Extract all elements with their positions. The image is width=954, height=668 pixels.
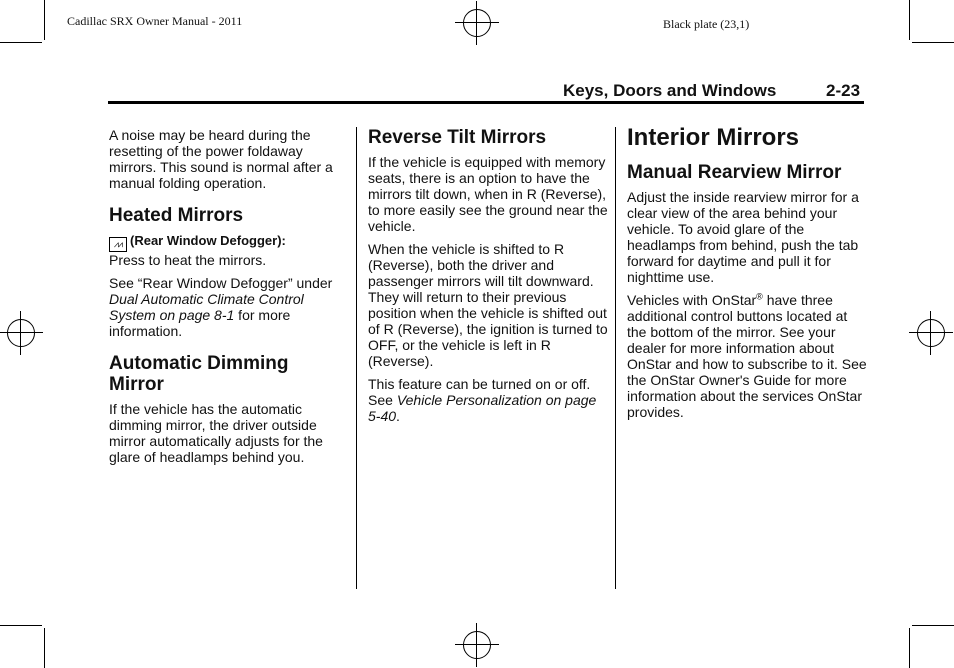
defogger-text: Press to heat the mirrors. <box>109 252 267 268</box>
automatic-dimming-heading: Automatic Dimming Mirror <box>109 353 289 395</box>
page-number: 2-23 <box>826 81 861 100</box>
column-divider <box>615 127 616 589</box>
crop-mark <box>912 42 954 43</box>
reverse-tilt-paragraph-3 <box>368 376 608 424</box>
automatic-dimming-paragraph: If the vehicle has the automatic dimming mirror, the driver outside mirror automatically adjusts for the glare of headlamps behind you. <box>109 401 323 465</box>
manual-title: Cadillac SRX Owner Manual - 2011 <box>67 14 243 28</box>
crop-mark <box>909 0 910 40</box>
manual-rearview-paragraph-1: Adjust the inside rearview mirror for a clear view of the area behind your vehicle. To avoid glare of the headlamps from behind, push the tab forward for daytime and pull it for nighttime use. <box>627 189 859 285</box>
p3-prefix: This feature can be turned on or off. See <box>368 376 591 408</box>
p3-suffix: . <box>396 408 400 424</box>
column-divider <box>356 127 357 589</box>
vehicle-personalization-link[interactable]: Vehicle Personalization on page 5-40 <box>368 392 597 424</box>
registration-mark <box>917 319 945 347</box>
header-rule <box>108 101 864 104</box>
rear-defogger-icon: ⩘⩘ <box>109 237 127 252</box>
column-2 <box>368 127 608 431</box>
see-paragraph <box>109 275 349 339</box>
heated-mirrors-heading: Heated Mirrors <box>109 205 244 226</box>
section-title: Keys, Doors and Windows <box>563 81 777 100</box>
climate-control-link[interactable]: Dual Automatic Climate Control System on page 8-1 <box>109 291 304 323</box>
manual-rearview-paragraph-2 <box>627 292 867 420</box>
crop-mark <box>0 42 42 43</box>
crop-mark <box>0 625 42 626</box>
defogger-label: (Rear Window Defogger): <box>130 233 286 248</box>
registration-mark <box>463 9 491 37</box>
reverse-tilt-heading: Reverse Tilt Mirrors <box>368 127 547 148</box>
reverse-tilt-paragraph-1: If the vehicle is equipped with memory seats, there is an option to have the mirrors tilt down, when in R (Reverse), to more easily see the ground near the vehicle. <box>368 154 608 234</box>
registered-mark: ® <box>756 291 763 302</box>
p2-suffix: have three additional control buttons located at the bottom of the mirror. See your dealer for more information about OnStar and how to subscribe to it. See the OnStar Owner's Guide for more information about the services OnStar provides. <box>627 292 867 420</box>
crop-mark <box>909 628 910 668</box>
plate-label: Black plate (23,1) <box>663 17 750 31</box>
p2-prefix: Vehicles with OnStar <box>627 292 757 308</box>
column-1 <box>109 127 349 472</box>
registration-mark <box>463 631 491 659</box>
manual-rearview-heading: Manual Rearview Mirror <box>627 162 842 183</box>
crop-mark <box>44 628 45 668</box>
registration-mark <box>7 319 35 347</box>
interior-mirrors-heading: Interior Mirrors <box>627 124 800 151</box>
intro-paragraph: A noise may be heard during the resetting of the power foldaway mirrors. This sound is normal after a manual folding operation. <box>109 127 333 191</box>
column-3 <box>627 124 867 427</box>
see-suffix: for more information. <box>109 307 291 339</box>
crop-mark <box>44 0 45 40</box>
reverse-tilt-paragraph-2: When the vehicle is shifted to R (Reverse), both the driver and passenger mirrors will tilt downward. They will return to their previous position when the vehicle is shifted out of R (Reverse), the ignition is turned to OFF, or the vehicle is left in R (Reverse). <box>368 241 608 369</box>
see-prefix: See “Rear Window Defogger” under <box>109 275 333 291</box>
crop-mark <box>912 625 954 626</box>
defogger-paragraph <box>109 232 349 268</box>
